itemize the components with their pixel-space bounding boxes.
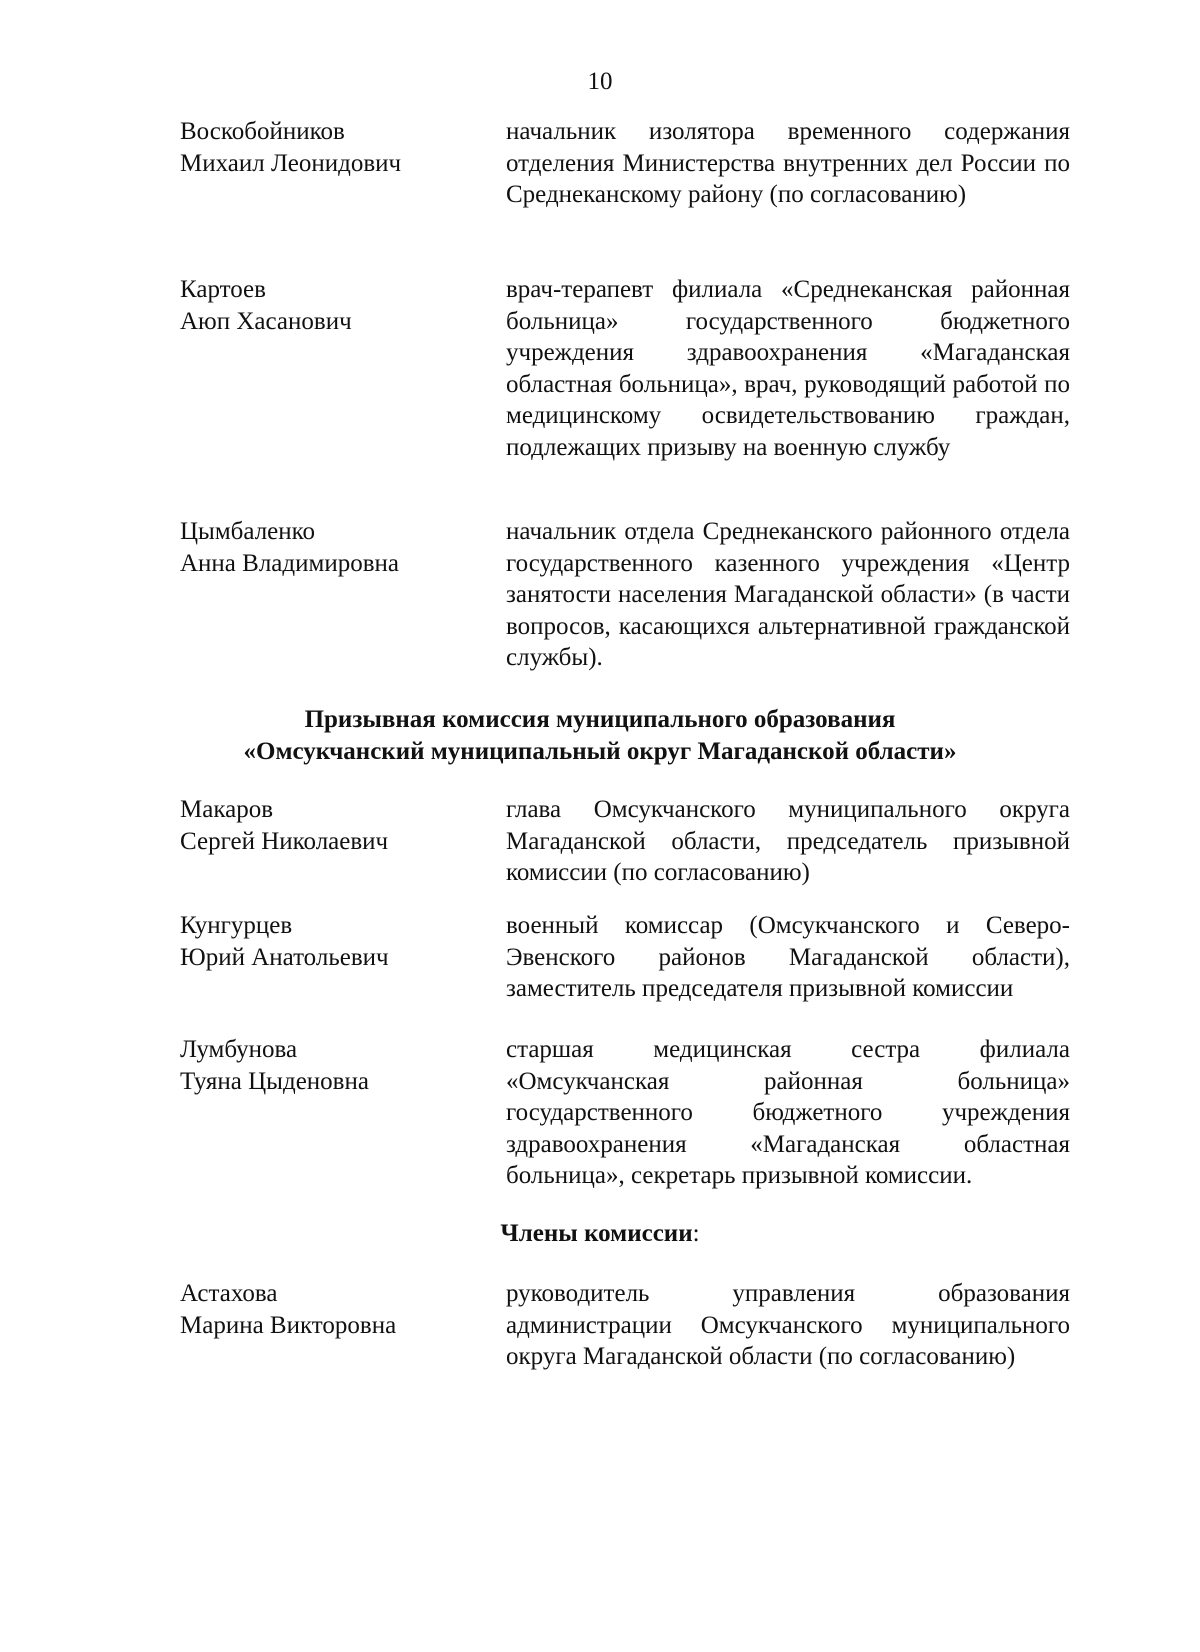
- person-surname: Макаров: [180, 796, 273, 823]
- person-given-names: Анна Владимировна: [180, 549, 399, 577]
- commission-heading: [0, 704, 1200, 768]
- person-surname: Лумбунова: [180, 1036, 298, 1063]
- commission-heading-line2: «Омсукчанский муниципальный округ Магаданской области»: [243, 738, 957, 765]
- person-given-names: Юрий Анатольевич: [180, 943, 389, 971]
- members-heading: [0, 1218, 1200, 1250]
- person-name: [180, 116, 480, 179]
- person-name: [180, 1034, 480, 1097]
- person-name: [180, 274, 480, 337]
- person-given-names: Сергей Николаевич: [180, 827, 389, 855]
- person-given-names: Аюп Хасанович: [180, 307, 352, 335]
- person-surname: Цымбаленко: [180, 518, 316, 545]
- commission-heading-line1: Призывная комиссия муниципального образования: [304, 706, 896, 733]
- person-surname: Астахова: [180, 1280, 278, 1307]
- person-name: [180, 1278, 480, 1341]
- person-surname: Кунгурцев: [180, 912, 293, 939]
- person-given-names: Марина Викторовна: [180, 1311, 397, 1339]
- person-role: начальник изолятора временного содержания отделения Министерства внутренних дел России по Среднеканскому району (по согласованию): [506, 118, 1070, 208]
- person-role: старшая медицинская сестра филиала «Омсукчанская районная больница» государственного бюджетного учреждения здравоохранения «Магаданская областная больница», секретарь призывной комиссии.: [506, 1036, 1070, 1189]
- person-name: [180, 516, 480, 579]
- person-role: начальник отдела Среднеканского районного отдела государственного казенного учреждения «Центр занятости населения Магаданской области» (в части вопросов, касающихся альтернативной гражданской службы).: [506, 518, 1070, 671]
- page-number: 10: [587, 68, 613, 95]
- person-name: [180, 794, 480, 857]
- person-surname: Воскобойников: [180, 118, 345, 145]
- person-name: [180, 910, 480, 973]
- members-heading-text: Члены комиссии: [500, 1220, 693, 1247]
- person-role: глава Омсукчанского муниципального округа Магаданской области, председатель призывной комиссии (по согласованию): [506, 796, 1070, 886]
- person-role: руководитель управления образования администрации Омсукчанского муниципального округа Магаданской области (по согласованию): [506, 1280, 1070, 1370]
- person-role: военный комиссар (Омсукчанского и Северо-Эвенского районов Магаданской области), заместитель председателя призывной комиссии: [506, 912, 1070, 1002]
- person-role: врач-терапевт филиала «Среднеканская районная больница» государственного бюджетного учреждения здравоохранения «Магаданская областная больница», врач, руководящий работой по медицинскому освидетельствованию граждан, подлежащих призыву на военную службу: [506, 276, 1070, 461]
- person-surname: Картоев: [180, 276, 266, 303]
- person-given-names: Михаил Леонидович: [180, 149, 402, 177]
- person-given-names: Туяна Цыденовна: [180, 1067, 369, 1095]
- members-heading-colon: :: [692, 1220, 700, 1247]
